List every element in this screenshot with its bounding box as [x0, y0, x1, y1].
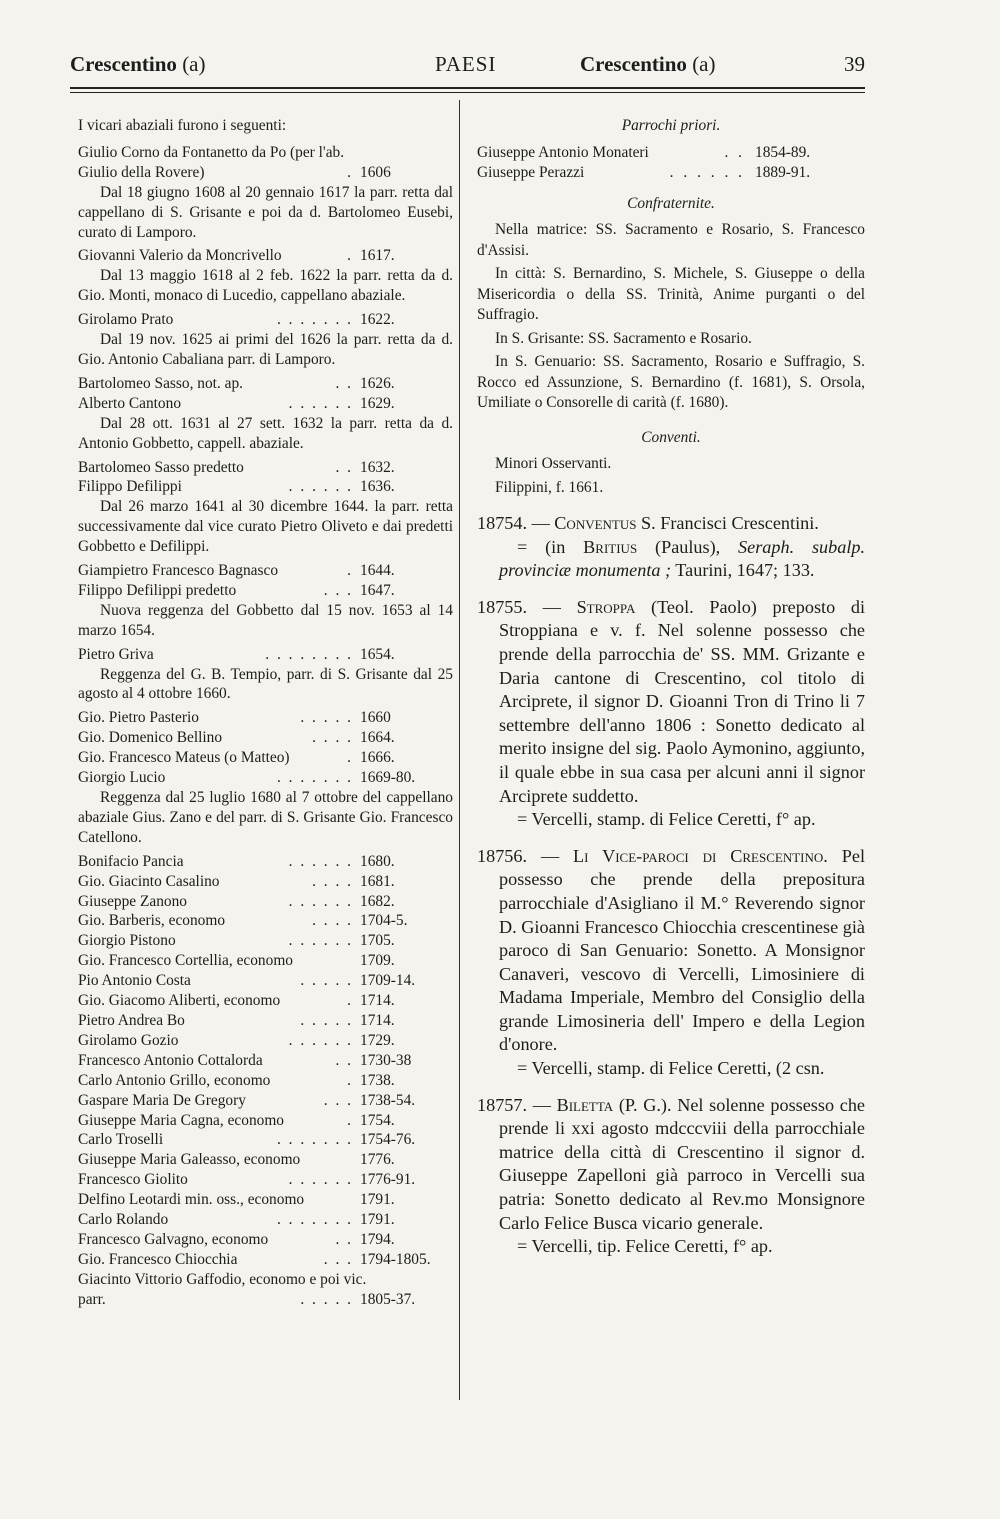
vicario-year: 1636. — [360, 478, 395, 496]
leader-dots: . . . . . . . — [276, 769, 353, 787]
left-column — [78, 116, 453, 1310]
vicario-name: Gio. Barberis, economo — [78, 912, 226, 930]
vicario-name: Gio. Giacinto Casalino — [78, 872, 220, 890]
vicario-year: 1709. — [360, 952, 395, 970]
bibliography-list — [477, 512, 865, 1259]
vicario-name: Francesco Antonio Cottalorda — [78, 1051, 263, 1069]
vicario-name: Gio. Giacomo Aliberti, economo — [78, 992, 281, 1010]
leader-dots: . . . . . . . — [276, 1131, 353, 1149]
parroco-name: Giuseppe Perazzi — [477, 164, 585, 181]
vicario-year: 1754-76. — [360, 1131, 416, 1149]
vicario-entry — [78, 1031, 453, 1051]
vicario-name: Carlo Troselli — [78, 1131, 164, 1149]
leader-dots: . . . . . . . . — [265, 645, 353, 663]
entry-author: Stroppa — [576, 596, 636, 617]
imprint-author: Britius — [583, 536, 638, 557]
vicario-entry — [78, 1071, 453, 1091]
vicario-name: Delfino Leotardi min. oss., economo — [78, 1191, 305, 1209]
vicario-year: 1669-80. — [360, 769, 416, 787]
header-center: PAESI — [435, 52, 497, 76]
vicario-entry — [78, 1011, 453, 1031]
vicario-entry — [78, 728, 453, 748]
vicario-entry — [78, 1170, 453, 1190]
parroco-entry — [477, 143, 865, 164]
leader-dots: . — [347, 163, 353, 181]
vicario-year: 1632. — [360, 458, 395, 476]
leader-dots: . . — [724, 143, 745, 161]
confraternite-list — [477, 220, 865, 414]
leader-dots: . — [347, 992, 353, 1010]
vicario-year: 1626. — [360, 374, 395, 392]
vicario-name: Giulio Corno da Fontanetto da Po (per l'ab. Giulio della Rovere) — [78, 143, 345, 181]
vicario-name: Bartolomeo Sasso, not. ap. — [78, 374, 244, 392]
vicario-entry — [78, 892, 453, 912]
leader-dots: . — [347, 749, 353, 767]
entry-author: Li Vice-paroci di Crescentino. — [573, 845, 828, 866]
page-number: 39 — [844, 52, 865, 76]
vicario-year: 1644. — [360, 562, 395, 580]
conventi-title: Conventi. — [641, 428, 701, 446]
vicario-year: 1730-38 — [360, 1051, 412, 1069]
vicario-entry — [78, 458, 453, 478]
right-column — [477, 116, 865, 1272]
vicario-entry — [78, 748, 453, 768]
vicario-year: 1791. — [360, 1191, 395, 1209]
vicario-year: 1729. — [360, 1031, 395, 1049]
confraternita-paragraph: In città: S. Bernardino, S. Michele, S. Giuseppe o della Misericordia o della SS. Trinità, Anime purganti o del Suffragio. — [477, 265, 865, 323]
leader-dots: . — [347, 1071, 353, 1089]
confraternite-title: Confraternite. — [627, 194, 715, 212]
vicario-year: 1681. — [360, 872, 395, 890]
leader-dots: . . . — [323, 1250, 353, 1268]
imprint-post: Taurini, 1647; 133. — [671, 560, 815, 581]
entry-text — [477, 845, 865, 1057]
leader-dots: . . — [335, 458, 353, 476]
column-divider — [459, 100, 460, 1400]
reggenza-note: Dal 26 marzo 1641 al 30 dicembre 1644. la parr. retta successivamente dal vice curato Pietro Oliveto e dai predetti Gobbetto e Defilippi. — [78, 498, 453, 556]
entry-title: Pel possesso che prende della prepositura parrocchiale d'Asigliano il M.° Reverendo signor D. Gioanni Francesco Chiocchia crescentinese già paroco di San Genuario: Sonetto. A Monsignor Canaveri, vescovo di Vercelli, Limosiniere di Madama Imperiale, Membro del Consiglio della grande Limosineria dell' Impero e della Legion d'onore. — [499, 845, 865, 1055]
vicario-entry — [78, 561, 453, 581]
vicario-entry — [78, 143, 453, 183]
vicario-name: Giampietro Francesco Bagnasco — [78, 562, 279, 580]
vicario-name: Filippo Defilippi — [78, 478, 182, 496]
vicario-year: 1754. — [360, 1111, 395, 1129]
vicario-entry — [78, 951, 453, 971]
confraternita-paragraph: In S. Genuario: SS. Sacramento, Rosario e Suffragio, S. Rocco ed Assunzione, S. Bernardino (f. 1681), S. Orsola, Umiliate o Consorelle di carità (f. 1680). — [477, 353, 865, 411]
vicario-name: Giorgio Lucio — [78, 769, 166, 787]
leader-dots: . . . . . — [300, 1290, 353, 1308]
leader-dots: . . — [335, 1051, 353, 1069]
vicario-name: Giorgio Pistono — [78, 932, 176, 950]
entry-number: 18755. — — [477, 596, 577, 617]
header-rule — [70, 87, 865, 89]
vicari-intro: I vicari abaziali furono i seguenti: — [78, 117, 287, 134]
entry-imprint: = Vercelli, tip. Felice Ceretti, f° ap. — [517, 1236, 773, 1257]
vicario-entry — [78, 1111, 453, 1131]
vicario-name: Giacinto Vittorio Gaffodio, economo e poi vic. parr. — [78, 1270, 367, 1308]
vicario-entry — [78, 1051, 453, 1071]
vicario-entry — [78, 1190, 453, 1210]
parroco-name: Giuseppe Antonio Monateri — [477, 143, 649, 161]
leader-dots: . . . . . . — [288, 478, 353, 496]
vicario-name: Francesco Galvagno, economo — [78, 1230, 269, 1248]
bibliography-entry — [477, 1094, 865, 1259]
vicario-year: 1805-37. — [360, 1290, 416, 1308]
vicario-year: 1664. — [360, 729, 395, 747]
vicario-entry — [78, 991, 453, 1011]
vicario-entry — [78, 971, 453, 991]
leader-dots: . . . — [323, 1091, 353, 1109]
vicario-entry — [78, 1230, 453, 1250]
vicario-year: 1738. — [360, 1071, 395, 1089]
vicario-entry — [78, 931, 453, 951]
entry-author: Conventus — [554, 513, 637, 533]
vicario-year: 1622. — [360, 311, 395, 329]
leader-dots: . . . . . . — [288, 932, 353, 950]
vicario-year: 1666. — [360, 749, 395, 767]
vicario-year: 1654. — [360, 645, 395, 663]
reggenza-note: Dal 18 giugno 1608 al 20 gennaio 1617 la parr. retta dal cappellano di S. Grisante e poi da d. Bartolomeo Eusebi, curato di Lamporo. — [78, 183, 453, 241]
vicario-name: Gio. Domenico Bellino — [78, 729, 223, 747]
vicario-year: 1776. — [360, 1151, 395, 1169]
leader-dots: . . . . . . — [288, 892, 353, 910]
vicario-entry — [78, 374, 453, 394]
vicario-year: 1606 — [360, 163, 391, 181]
entry-imprint — [477, 536, 865, 583]
vicario-name: Bartolomeo Sasso predetto — [78, 458, 244, 476]
vicario-year: 1776-91. — [360, 1171, 416, 1189]
parrochi-list — [477, 143, 865, 184]
leader-dots: . . . — [323, 581, 353, 599]
vicario-entry — [78, 477, 453, 497]
confraternita-paragraph: In S. Grisante: SS. Sacramento e Rosario. — [495, 329, 752, 347]
leader-dots: . . — [335, 1230, 353, 1248]
leader-dots: . . . . . . — [288, 394, 353, 412]
entry-number: 18754. — — [477, 513, 555, 533]
entry-number: 18757. — — [477, 1094, 557, 1115]
vicario-name: Pio Antonio Costa — [78, 972, 191, 990]
vicario-name: Giuseppe Maria Galeasso, economo — [78, 1151, 301, 1169]
bibliography-entry — [477, 845, 865, 1081]
leader-dots: . . . . . — [300, 1011, 353, 1029]
vicario-year: 1629. — [360, 394, 395, 412]
vicario-name: Gaspare Maria De Gregory — [78, 1091, 246, 1109]
leader-dots: . . . . . — [300, 972, 353, 990]
vicario-name: Alberto Cantono — [78, 394, 182, 412]
vicario-name: Francesco Giolito — [78, 1171, 188, 1189]
header-right-title: Crescentino (a) — [580, 52, 716, 76]
leader-dots: . . . . . . — [669, 164, 745, 181]
vicario-name: Girolamo Prato — [78, 311, 174, 329]
parrochi-title: Parrochi priori. — [621, 117, 721, 134]
vicario-entry — [78, 768, 453, 788]
vicario-year: 1680. — [360, 852, 395, 870]
vicario-name: Gio. Francesco Mateus (o Matteo) — [78, 749, 290, 767]
leader-dots: . — [347, 247, 353, 265]
parroco-entry — [477, 163, 865, 184]
vicario-entry — [78, 394, 453, 414]
header-rule-thin — [70, 92, 865, 93]
leader-dots: . — [347, 562, 353, 580]
vicario-entry — [78, 1250, 453, 1270]
vicario-entry — [78, 581, 453, 601]
vicario-name: Carlo Antonio Grillo, economo — [78, 1071, 271, 1089]
vicario-year: 1682. — [360, 892, 395, 910]
convento-item: Minori Osservanti. — [495, 455, 612, 472]
vicario-year: 1660 — [360, 709, 391, 727]
header-left-title: Crescentino (a) — [70, 52, 206, 76]
vicario-entry — [78, 645, 453, 665]
leader-dots: . . — [335, 374, 353, 392]
leader-dots: . . . . . . — [288, 1171, 353, 1189]
entry-title: (Teol. Paolo) preposto di Stroppiana e v. f. Nel solenne possesso che prende della parrocchia de' SS. MM. Grizante e Daria cantone di Crescentino, col titolo di Arciprete, il signor D. Gioanni Tron di Trino li 7 settembre dell'anno 1806 : Sonetto dedicato al merito insigne del sig. Paolo Aymonino, aggiunto, il quale ebbe in sua casa per alcuni anni il signor Arciprete suddetto. — [499, 596, 865, 806]
conventi-list — [477, 454, 865, 498]
vicario-entry — [78, 1270, 453, 1310]
vicario-entry — [78, 1210, 453, 1230]
leader-dots: . . . . . . — [288, 852, 353, 870]
vicario-year: 1709-14. — [360, 972, 416, 990]
vicario-year: 1705. — [360, 932, 395, 950]
vicario-entry — [78, 911, 453, 931]
imprint-pre: = (in — [517, 536, 584, 557]
vicario-name: Gio. Pietro Pasterio — [78, 709, 199, 727]
entry-imprint: = Vercelli, stamp. di Felice Ceretti, f° ap. — [517, 809, 816, 830]
vicario-entry — [78, 872, 453, 892]
imprint-title: Seraph. subalp. provinciæ monumenta ; — [499, 536, 866, 581]
vicario-name: Girolamo Gozio — [78, 1031, 179, 1049]
vicario-year: 1647. — [360, 581, 395, 599]
entry-text — [477, 512, 865, 536]
vicario-year: 1794-1805. — [360, 1250, 431, 1268]
convento-item: Filippini, f. 1661. — [495, 478, 604, 496]
vicario-name: Filippo Defilippi predetto — [78, 581, 237, 599]
vicario-name: Pietro Griva — [78, 645, 154, 663]
vicario-name: Giuseppe Maria Cagna, economo — [78, 1111, 285, 1129]
parroco-year: 1889-91. — [755, 164, 811, 181]
imprint-mid: (Paulus), — [637, 536, 739, 557]
leader-dots: . . . . . . . — [276, 1211, 353, 1229]
vicario-year: 1714. — [360, 992, 395, 1010]
confraternita-paragraph: Nella matrice: SS. Sacramento e Rosario, S. Francesco d'Assisi. — [477, 221, 865, 259]
reggenza-note: Reggenza del G. B. Tempio, parr. di S. Grisante dal 25 agosto al 4 ottobre 1660. — [78, 665, 453, 703]
vicario-year: 1617. — [360, 247, 395, 265]
vicario-year: 1738-54. — [360, 1091, 416, 1109]
reggenza-note: Nuova reggenza del Gobbetto dal 15 nov. 1653 al 14 marzo 1654. — [78, 601, 453, 639]
vicario-name: Bonifacio Pancia — [78, 852, 184, 870]
vicario-year: 1794. — [360, 1230, 395, 1248]
vicario-entry — [78, 310, 453, 330]
vicario-name: Giovanni Valerio da Moncrivello — [78, 247, 282, 265]
entry-imprint: = Vercelli, stamp. di Felice Ceretti, (2 csn. — [517, 1058, 825, 1079]
leader-dots: . . . . — [312, 912, 353, 930]
vicario-name: Gio. Francesco Chiocchia — [78, 1250, 238, 1268]
vicario-entry — [78, 246, 453, 266]
leader-dots: . . . . . . — [288, 1031, 353, 1049]
vicario-year: 1791. — [360, 1211, 395, 1229]
leader-dots: . . . . . — [300, 709, 353, 727]
parroco-year: 1854-89. — [755, 143, 811, 161]
page-header — [70, 52, 865, 86]
bibliography-entry — [477, 512, 865, 583]
entry-text — [477, 1094, 865, 1236]
entry-text — [477, 596, 865, 808]
vicario-year: 1704-5. — [360, 912, 408, 930]
vicario-name: Pietro Andrea Bo — [78, 1011, 185, 1029]
leader-dots: . . . . — [312, 729, 353, 747]
vicario-entry — [78, 708, 453, 728]
vicario-year: 1714. — [360, 1011, 395, 1029]
entry-title: S. Francisci Crescentini. — [641, 513, 819, 533]
vicario-entry — [78, 1150, 453, 1170]
vicario-entry — [78, 1130, 453, 1150]
leader-dots: . . . . . . . — [276, 311, 353, 329]
reggenza-note: Dal 19 nov. 1625 ai primi del 1626 la parr. retta da d. Gio. Antonio Cabaliana parr. di Lamporo. — [78, 331, 453, 368]
reggenza-note: Dal 28 ott. 1631 al 27 sett. 1632 la parr. retta da d. Antonio Gobbetto, cappell. abaziale. — [78, 414, 453, 452]
bibliography-entry — [477, 596, 865, 832]
vicario-name: Giuseppe Zanono — [78, 892, 187, 910]
reggenza-note: Dal 13 maggio 1618 al 2 feb. 1622 la parr. retta da d. Gio. Monti, monaco di Lucedio, cappellano abaziale. — [78, 267, 453, 305]
reggenza-note: Reggenza dal 25 luglio 1680 al 7 ottobre del cappellano abaziale Gius. Zano e del parr. di S. Grisante Gio. Francesco Catellono. — [78, 789, 453, 846]
vicario-entry — [78, 852, 453, 872]
leader-dots: . — [347, 1111, 353, 1129]
entry-number: 18756. — — [477, 845, 574, 866]
vicario-entry — [78, 1091, 453, 1111]
leader-dots: . . . . — [312, 872, 353, 890]
entry-author: Biletta — [556, 1094, 614, 1115]
vicario-name: Carlo Rolando — [78, 1211, 169, 1229]
vicari-list — [78, 143, 453, 1310]
vicario-name: Gio. Francesco Cortellia, economo — [78, 952, 293, 970]
entry-title: (P. G.). Nel solenne possesso che prende li xxi agosto mdcccviii della parrocchiale matrice della città di Crescentino il signor d. Giuseppe Zapelloni già parroco in Vercelli sua patria: Sonetto dedicato al Rev.mo Monsignore Carlo Felice Busca vicario generale. — [499, 1094, 865, 1233]
